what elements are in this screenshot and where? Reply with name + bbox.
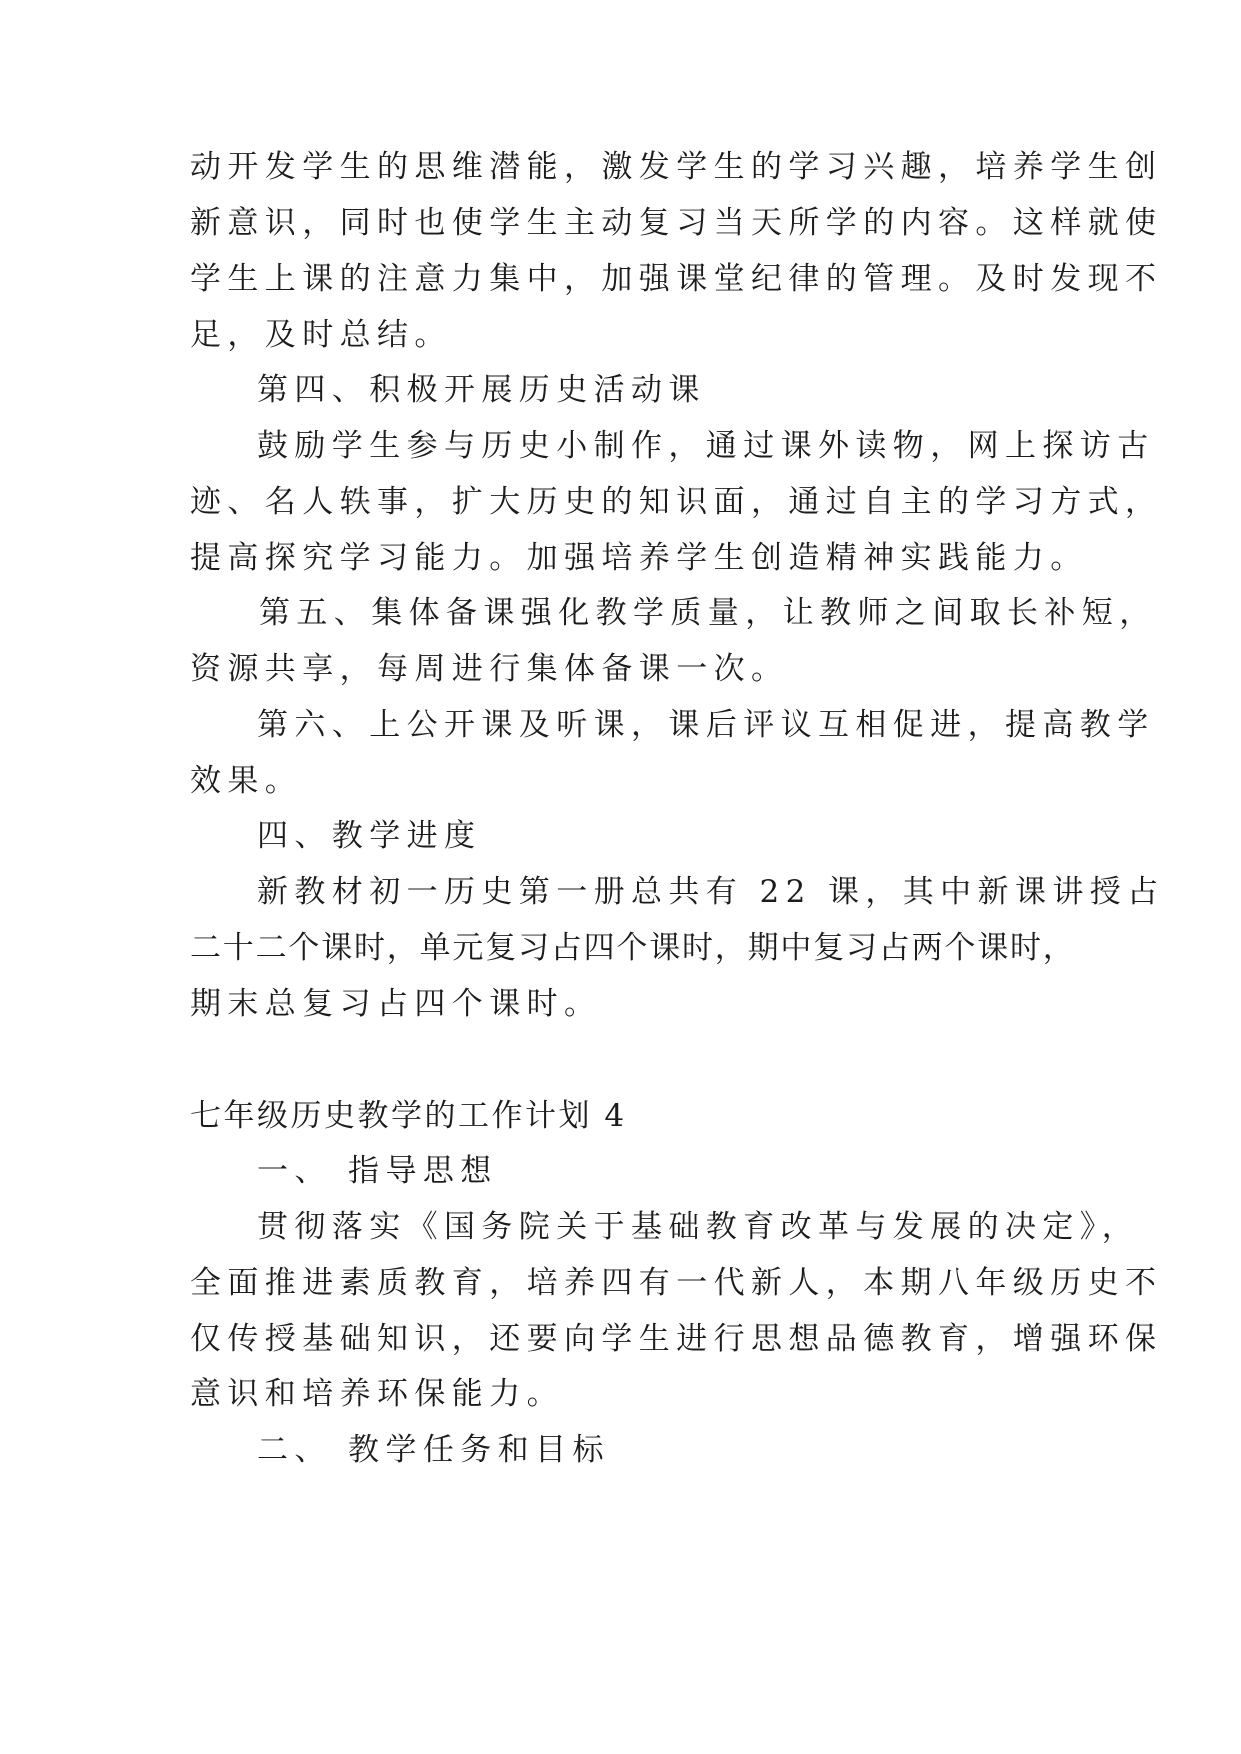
section-heading: 一、 指导思想 xyxy=(257,1153,498,1189)
paragraph-line: 第六、上公开课及听课，课后评议互相促进，提高教学 xyxy=(257,707,1155,743)
section-heading: 四、教学进度 xyxy=(257,818,482,854)
paragraph-line: 动开发学生的思维潜能，激发学生的学习兴趣，培养学生创 xyxy=(190,149,1163,185)
paragraph-line: 全面推进素质教育，培养四有一代新人，本期八年级历史不 xyxy=(190,1265,1163,1301)
paragraph-line: 期末总复习占四个课时。 xyxy=(190,986,602,1022)
paragraph-line: 足，及时总结。 xyxy=(190,317,452,353)
paragraph-line: 新教材初一历史第一册总共有 22 课，其中新课讲授占 xyxy=(257,874,1165,910)
document-title: 七年级历史教学的工作计划 4 xyxy=(190,1098,627,1134)
section-heading: 二、 教学任务和目标 xyxy=(257,1432,610,1468)
paragraph-line: 提高探究学习能力。加强培养学生创造精神实践能力。 xyxy=(190,540,1088,576)
paragraph-line: 贯彻落实《国务院关于基础教育改革与发展的决定》， xyxy=(257,1209,1140,1245)
paragraph-line: 仅传授基础知识，还要向学生进行思想品德教育，增强环保 xyxy=(190,1321,1163,1357)
section-heading: 第四、积极开展历史活动课 xyxy=(257,372,706,408)
paragraph-line: 第五、集体备课强化教学质量，让教师之间取长补短， xyxy=(259,595,1157,631)
paragraph-line: 二十二个课时，单元复习占四个课时，期中复习占两个课时， xyxy=(190,930,1076,966)
paragraph-line: 学生上课的注意力集中，加强课堂纪律的管理。及时发现不 xyxy=(190,261,1163,297)
paragraph-line: 资源共享，每周进行集体备课一次。 xyxy=(190,651,789,687)
paragraph-line: 新意识，同时也使学生主动复习当天所学的内容。这样就使 xyxy=(190,205,1163,241)
paragraph-line: 意识和培养环保能力。 xyxy=(190,1376,564,1412)
paragraph-line: 鼓励学生参与历史小制作，通过课外读物，网上探访古 xyxy=(257,428,1155,464)
paragraph-line: 效果。 xyxy=(190,763,303,799)
paragraph-line: 迹、名人轶事，扩大历史的知识面，通过自主的学习方式， xyxy=(190,484,1163,520)
